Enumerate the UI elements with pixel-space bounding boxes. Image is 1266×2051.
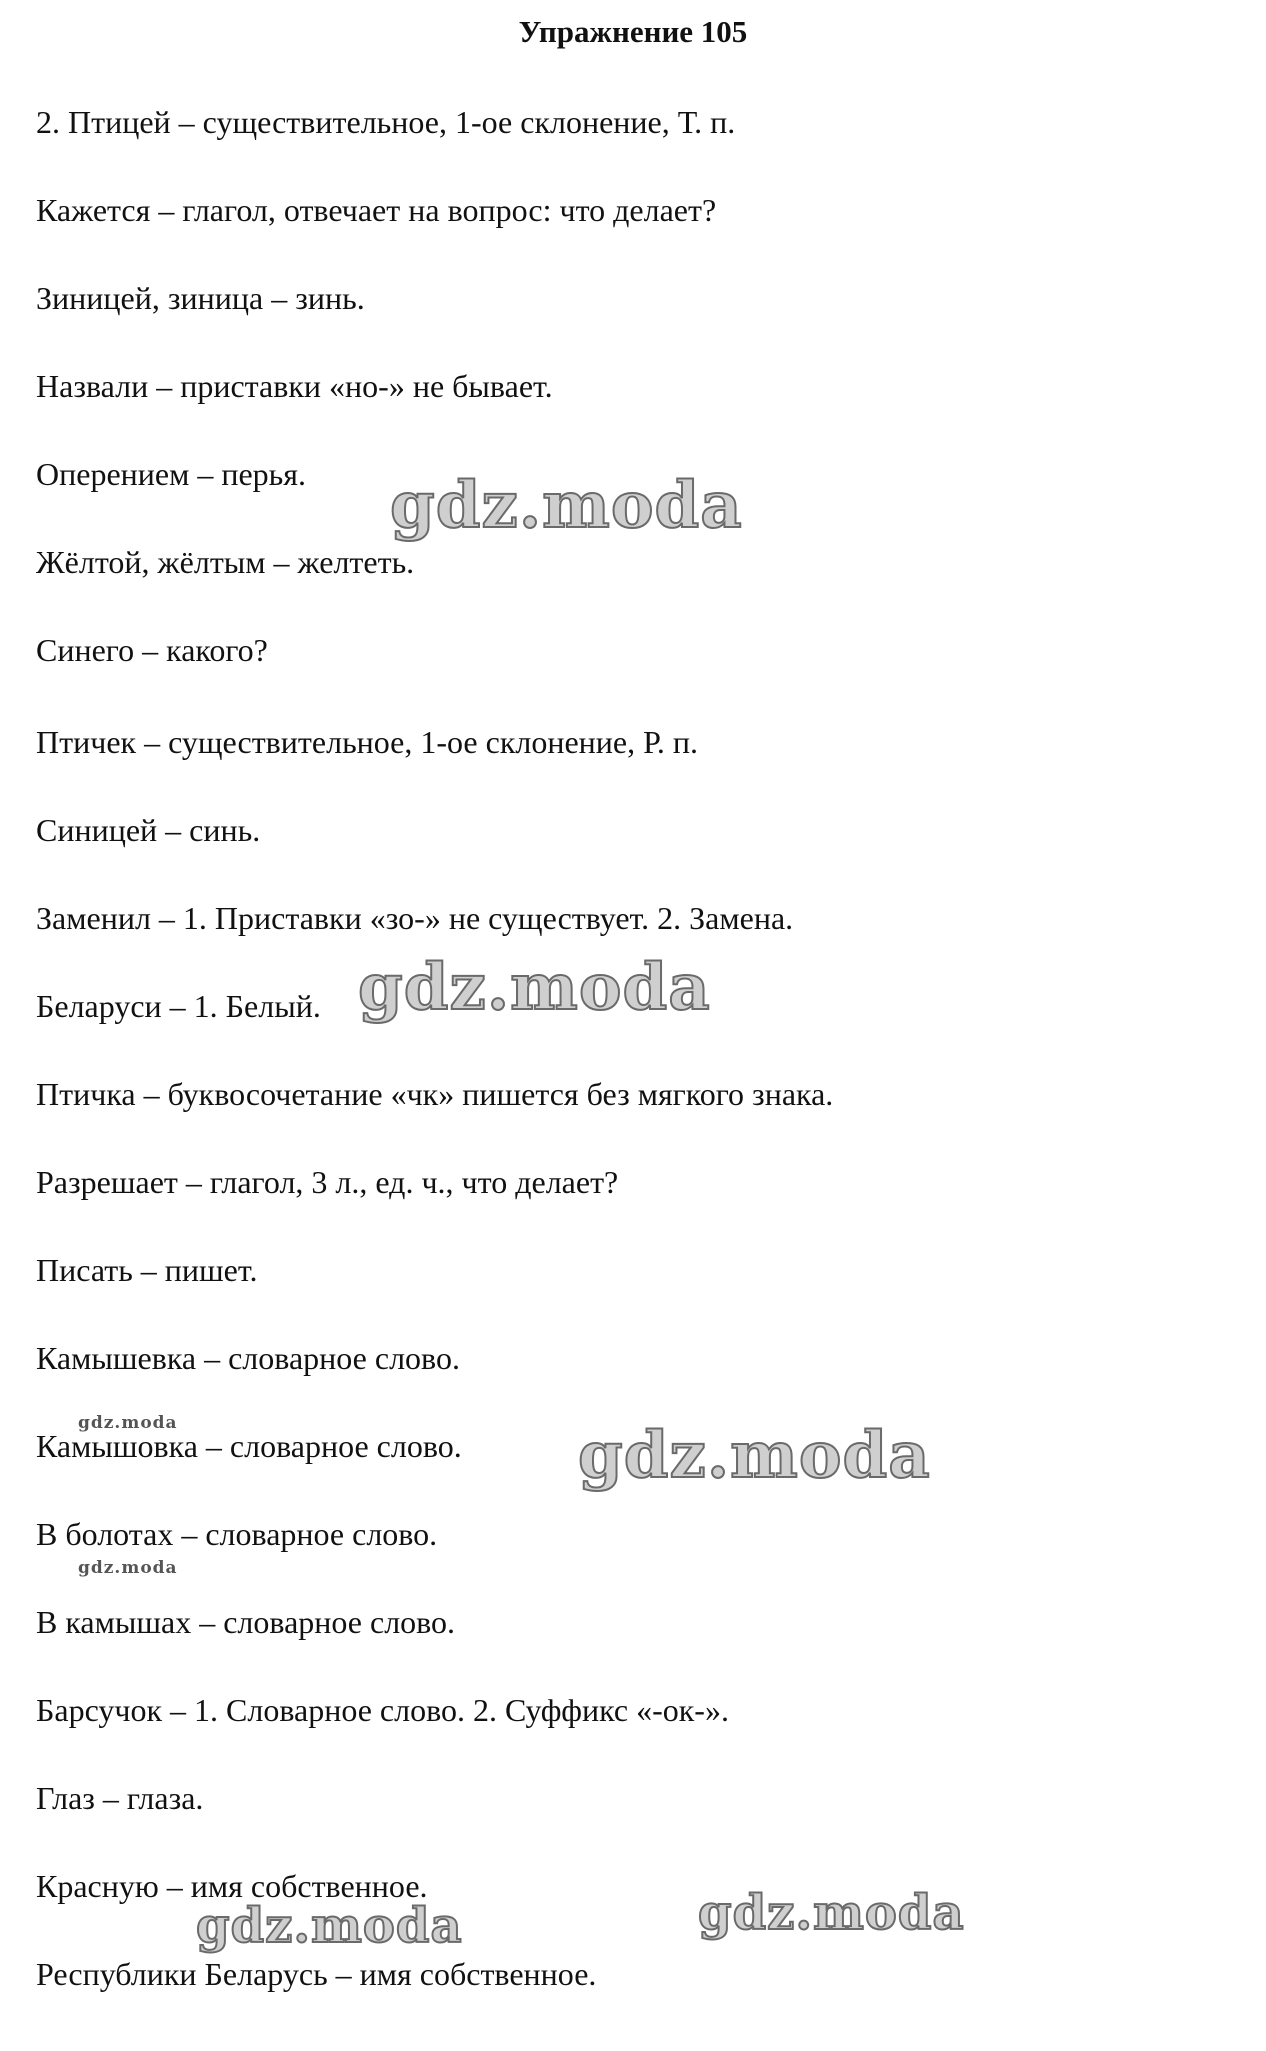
answer-line-4: Назвали – приставки «но-» не бывает. (36, 368, 553, 404)
answer-line-21: Красную – имя собственное. (36, 1868, 428, 1904)
answer-line-3: Зиницей, зиница – зинь. (36, 280, 365, 316)
page-title: Упражнение 105 (518, 14, 748, 49)
watermark-4: gdz.moda (196, 1898, 463, 1954)
watermark-3: gdz.moda (578, 1418, 931, 1493)
answer-line-1: 2. Птицей – существительное, 1-ое склонение, Т. п. (36, 104, 736, 140)
answer-line-5: Оперением – перья. (36, 456, 306, 492)
answer-line-20: Глаз – глаза. (36, 1780, 204, 1816)
answer-line-13: Разрешает – глагол, 3 л., ед. ч., что делает? (36, 1164, 619, 1200)
answer-line-16: Камышовка – словарное слово. (36, 1428, 462, 1464)
answer-line-2: Кажется – глагол, отвечает на вопрос: что делает? (36, 192, 717, 228)
answer-line-18: В камышах – словарное слово. (36, 1604, 456, 1640)
answer-line-15: Камышевка – словарное слово. (36, 1340, 460, 1376)
answer-line-10: Заменил – 1. Приставки «зо-» не существует. 2. Замена. (36, 900, 794, 936)
watermark-5: gdz.moda (698, 1885, 965, 1941)
answer-line-22: Республики Беларусь – имя собственное. (36, 1956, 597, 1992)
answer-line-6: Жёлтой, жёлтым – желтеть. (36, 544, 415, 580)
answer-line-7: Синего – какого? (36, 632, 268, 668)
answer-line-14: Писать – пишет. (36, 1252, 258, 1288)
answer-line-12: Птичка – буквосочетание «чк» пишется без мягкого знака. (36, 1076, 834, 1112)
answer-line-19: Барсучок – 1. Словарное слово. 2. Суффикс «-ок-». (36, 1692, 729, 1728)
answer-line-9: Синицей – синь. (36, 812, 261, 848)
answer-line-17: В болотах – словарное слово. (36, 1516, 438, 1552)
watermark-small-2: gdz.moda (78, 1558, 178, 1578)
watermark-small-1: gdz.moda (78, 1413, 178, 1433)
watermark-1: gdz.moda (390, 468, 743, 543)
watermark-2: gdz.moda (358, 950, 711, 1025)
answer-line-11: Беларуси – 1. Белый. (36, 988, 321, 1024)
answer-line-8: Птичек – существительное, 1-ое склонение, Р. п. (36, 724, 699, 760)
